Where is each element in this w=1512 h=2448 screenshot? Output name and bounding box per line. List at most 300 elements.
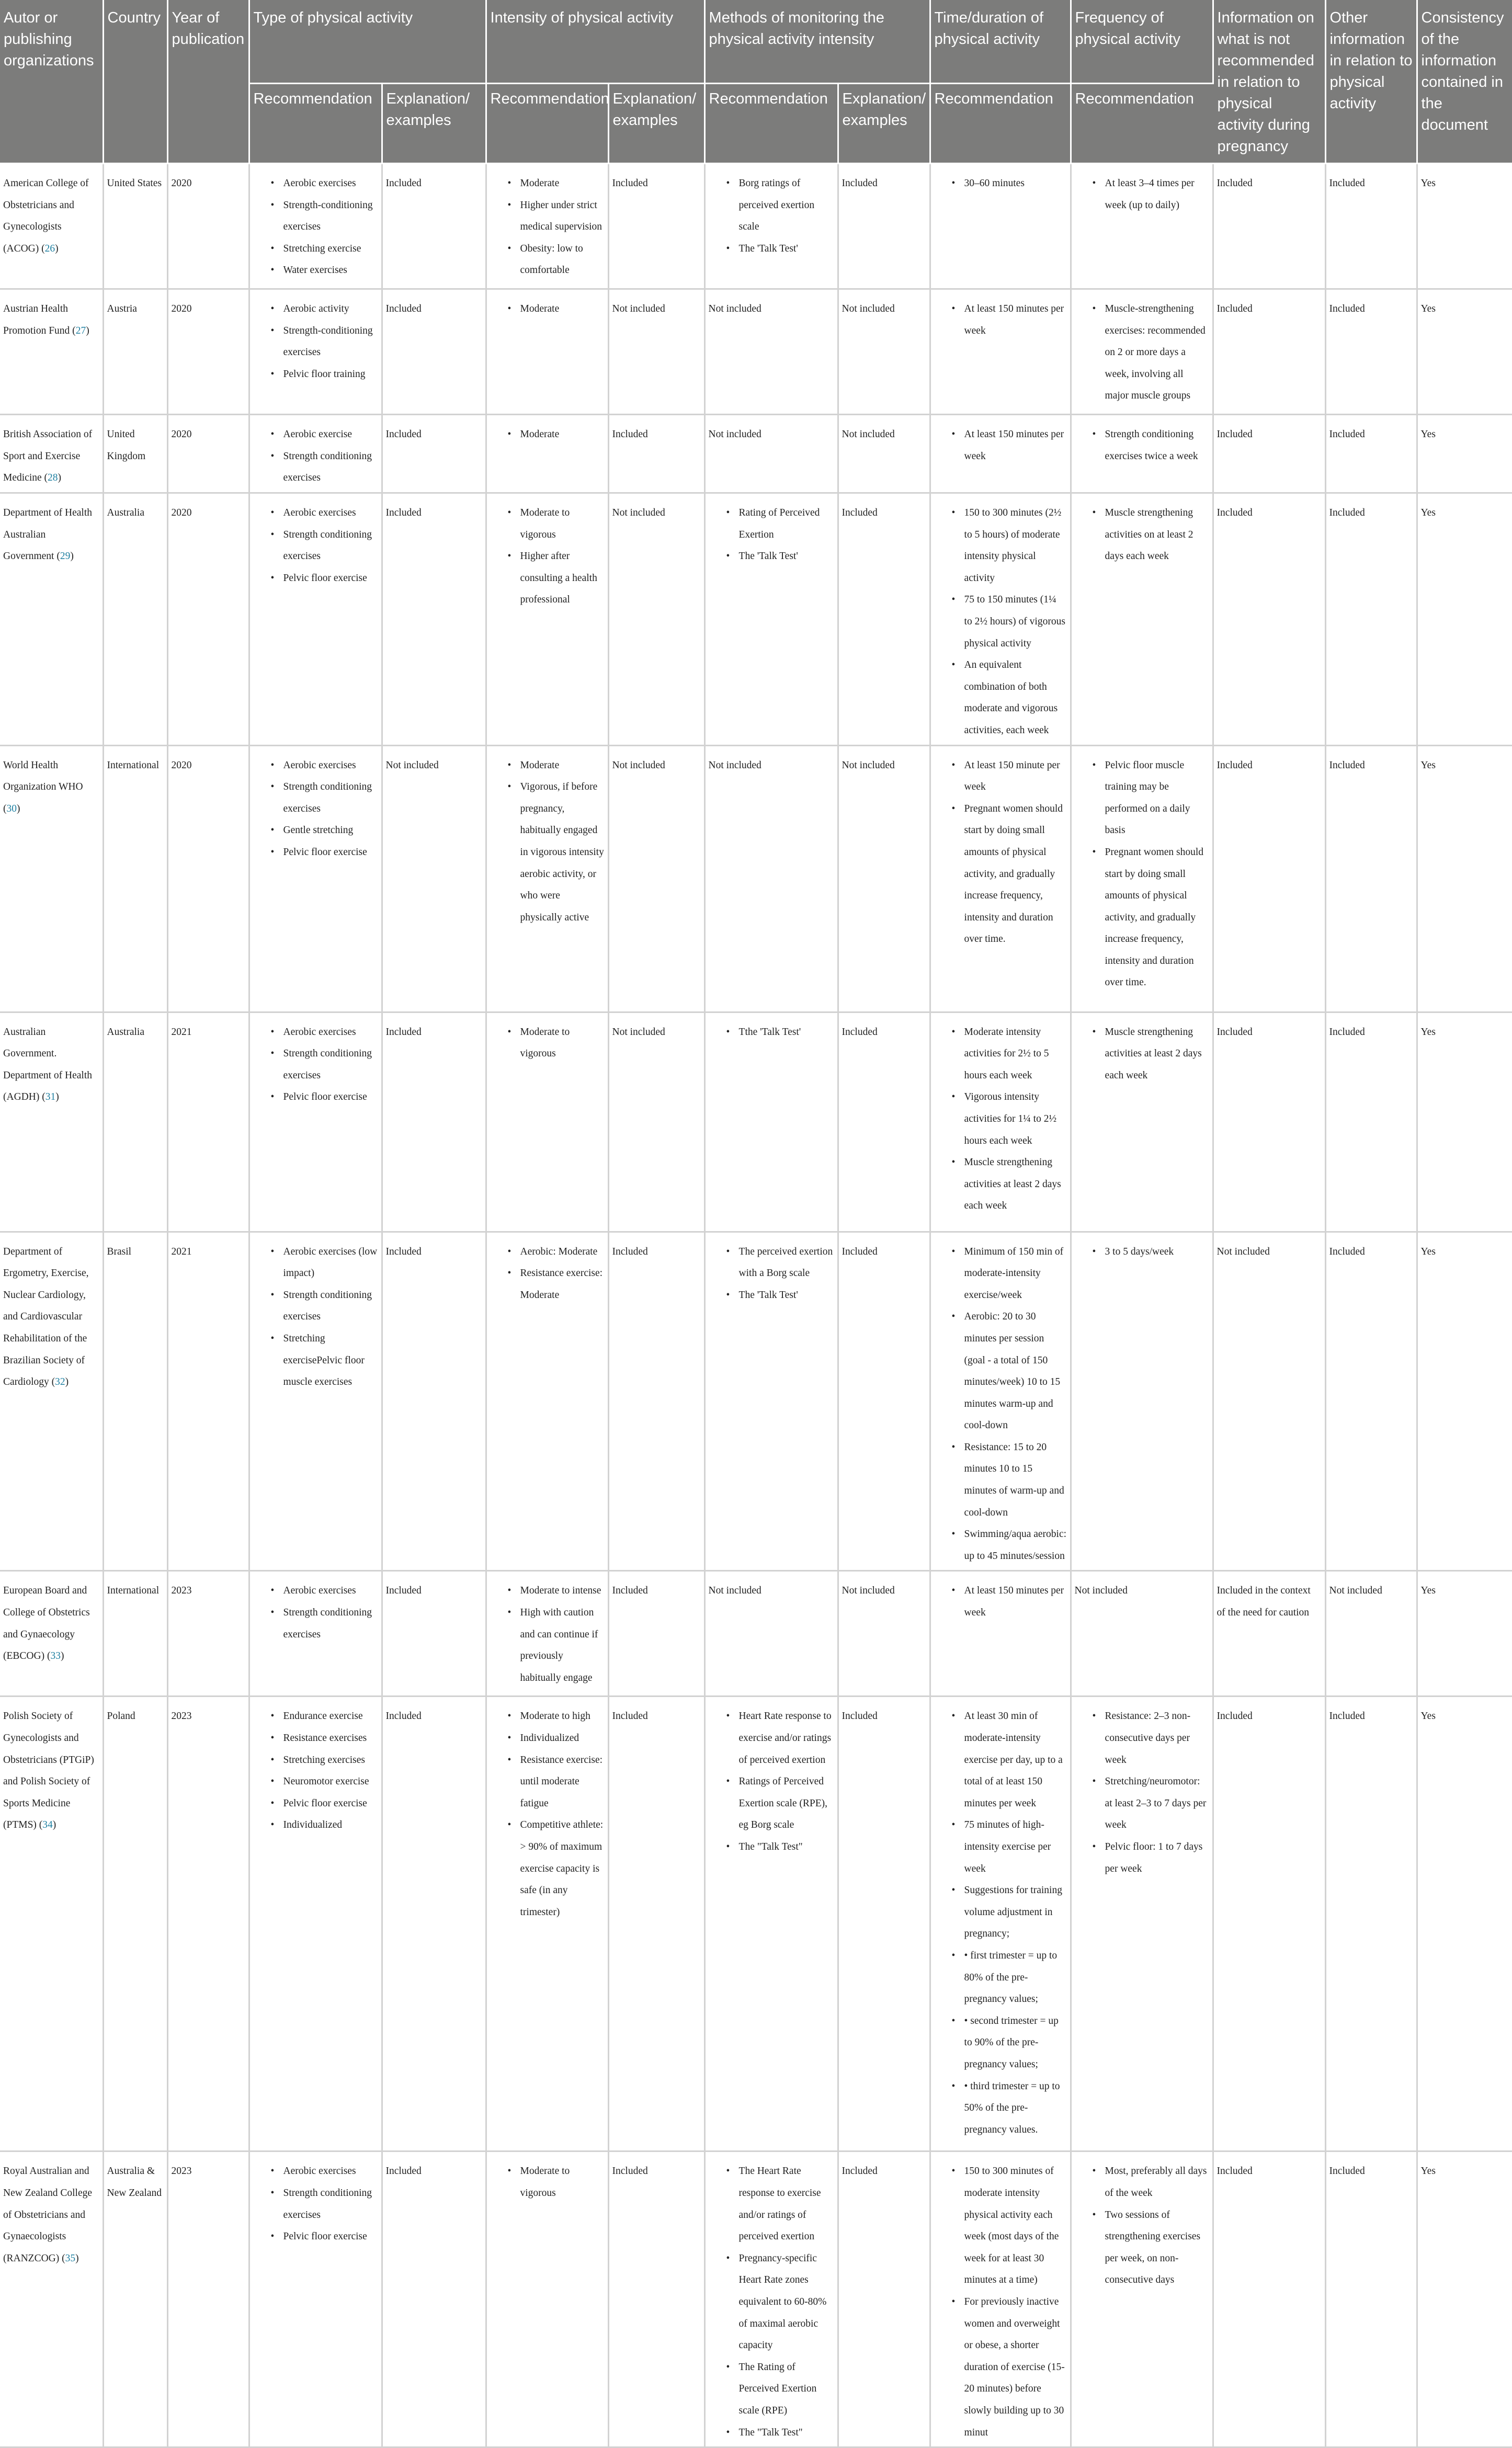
list-item: • The "Talk Test": [726, 2422, 834, 2444]
list-item: • Heart Rate response to exercise and/or ratings of perceived exertion: [726, 1705, 834, 1771]
list-item: • Strength conditioning exercises: [271, 2182, 378, 2226]
reference-link[interactable]: 32: [55, 1376, 65, 1388]
author-name: Australian Government. Department of Health (AGDH) (: [3, 1026, 93, 1103]
list-item: • Moderate: [508, 755, 605, 777]
methods-explanation-cell: Included: [838, 493, 930, 746]
type-cell-list: [253, 1580, 378, 1645]
methods-cell: Not included: [704, 1571, 838, 1696]
country-cell: International: [103, 745, 167, 1012]
intensity-cell-list: [490, 755, 605, 929]
type-explanation-cell: Included: [382, 415, 486, 493]
time-cell-list: [934, 2160, 1067, 2443]
type-cell: [249, 289, 382, 415]
list-item: • Moderate to intense: [508, 1580, 605, 1602]
list-item: • An equivalent combination of both moderate and vigorous activities, each week: [952, 654, 1067, 741]
author-name: American College of Obstetricians and Gynecologists (ACOG) (: [3, 178, 89, 254]
list-item: • Pelvic floor exercise: [271, 1793, 378, 1815]
consistency-cell: Yes: [1417, 493, 1512, 746]
frequency-cell-list: [1075, 1241, 1209, 1263]
year-cell: 2020: [167, 493, 249, 746]
frequency-cell-list: [1075, 298, 1209, 407]
list-item: • The 'Talk Test': [726, 238, 834, 260]
list-item: • Aerobic exercises: [271, 2160, 378, 2182]
year-cell: 2023: [167, 1696, 249, 2151]
header-consistency: Consistency of the information contained in the document: [1417, 0, 1512, 164]
list-item: • Moderate: [508, 298, 605, 320]
methods-cell-list: [709, 1705, 834, 1858]
country-cell: Australia & New Zealand: [103, 2151, 167, 2447]
country-cell: Brasil: [103, 1232, 167, 1571]
methods-cell-list: [709, 1241, 834, 1306]
time-cell: [930, 1571, 1071, 1696]
methods-explanation-cell: Included: [838, 1696, 930, 2151]
year-cell: 2021: [167, 1232, 249, 1571]
list-item: • Vigorous intensity activities for 1¼ to 2½ hours each week: [952, 1086, 1067, 1152]
list-item: • The perceived exertion with a Borg scale: [726, 1241, 834, 1284]
not-recommended-cell: Included: [1213, 289, 1325, 415]
list-item: • 150 to 300 minutes of moderate intensity physical activity each week (most days of the week for at least 30 minutes at a time): [952, 2160, 1067, 2291]
list-item: • Muscle strengthening activities on at least 2 days each week: [1093, 502, 1209, 567]
other-info-cell: Included: [1325, 1012, 1417, 1232]
country-cell: Austria: [103, 289, 167, 415]
type-cell-list: [253, 1021, 378, 1108]
type-cell: [249, 1232, 382, 1571]
time-cell: [930, 1232, 1071, 1571]
list-item: • At least 150 minutes per week: [952, 1580, 1067, 1623]
type-cell: [249, 1571, 382, 1696]
list-item: • • second trimester = up to 90% of the pre-pregnancy values;: [952, 2010, 1067, 2076]
frequency-cell-list: [1075, 502, 1209, 567]
consistency-cell: Yes: [1417, 1696, 1512, 2151]
other-info-cell: Included: [1325, 289, 1417, 415]
reference-link[interactable]: 30: [6, 803, 17, 814]
type-cell-list: [253, 755, 378, 863]
list-item: • Stretching exercises: [271, 1749, 378, 1771]
type-cell: [249, 2151, 382, 2447]
type-cell-list: [253, 1241, 378, 1393]
time-cell-list: [934, 1580, 1067, 1623]
list-item: • Higher under strict medical supervision: [508, 195, 605, 238]
author-cell: Austrian Health Promotion Fund (27): [0, 289, 103, 415]
reference-link[interactable]: 33: [50, 1650, 61, 1662]
intensity-cell: [486, 164, 608, 289]
intensity-cell-list: [490, 298, 605, 320]
list-item: • Aerobic exercises: [271, 1021, 378, 1043]
table-row: [0, 2151, 1512, 2447]
header-country: Country: [103, 0, 167, 164]
frequency-cell: [1071, 2151, 1213, 2447]
reference-link[interactable]: 29: [60, 551, 71, 562]
list-item: • Aerobic: Moderate: [508, 1241, 605, 1263]
country-cell: Australia: [103, 1012, 167, 1232]
frequency-cell-list: [1075, 1021, 1209, 1087]
time-cell: [930, 2151, 1071, 2447]
list-item: • Aerobic exercises: [271, 1580, 378, 1602]
header-other: Other information in relation to physical activity: [1325, 0, 1417, 164]
intensity-cell: [486, 1232, 608, 1571]
other-info-cell: Included: [1325, 1232, 1417, 1571]
list-item: • Pelvic floor: 1 to 7 days per week: [1093, 1836, 1209, 1880]
consistency-cell: Yes: [1417, 1012, 1512, 1232]
table-header: [0, 0, 1512, 164]
type-explanation-cell: Included: [382, 493, 486, 746]
frequency-cell-list: [1075, 424, 1209, 467]
list-item: • Pelvic floor muscle training may be performed on a daily basis: [1093, 755, 1209, 841]
frequency-cell: [1071, 745, 1213, 1012]
type-explanation-cell: Included: [382, 1232, 486, 1571]
intensity-cell-list: [490, 1021, 605, 1065]
list-item: • At least 30 min of moderate-intensity exercise per day, up to a total of at least 150 minutes per week: [952, 1705, 1067, 1814]
year-cell: 2023: [167, 2151, 249, 2447]
country-cell: United Kingdom: [103, 415, 167, 493]
list-item: • Aerobic exercise: [271, 424, 378, 446]
intensity-cell-list: [490, 1241, 605, 1306]
author-cell: Department of Health Australian Government (29): [0, 493, 103, 746]
intensity-explanation-cell: Included: [608, 1571, 704, 1696]
methods-explanation-cell: Not included: [838, 415, 930, 493]
list-item: • Rating of Perceived Exertion: [726, 502, 834, 545]
country-cell: Poland: [103, 1696, 167, 2151]
list-item: • Aerobic exercises (low impact): [271, 1241, 378, 1284]
time-cell-list: [934, 1705, 1067, 2140]
time-cell: [930, 415, 1071, 493]
header-methods: Methods of monitoring the physical activity intensity: [704, 0, 930, 84]
frequency-cell-list: [1075, 755, 1209, 994]
type-cell-list: [253, 502, 378, 589]
list-item: • Moderate: [508, 173, 605, 195]
methods-cell-list: [709, 502, 834, 567]
intensity-cell-list: [490, 424, 605, 446]
year-cell: 2021: [167, 1012, 249, 1232]
type-cell: [249, 164, 382, 289]
table-row: [0, 415, 1512, 493]
type-explanation-cell: Included: [382, 289, 486, 415]
intensity-explanation-cell: Not included: [608, 289, 704, 415]
not-recommended-cell: Included: [1213, 493, 1325, 746]
list-item: • Pregnant women should start by doing small amounts of physical activity, and gradually increase frequency, intensity and duration over time.: [1093, 841, 1209, 994]
list-item: • Moderate to vigorous: [508, 502, 605, 545]
type-cell: [249, 1012, 382, 1232]
frequency-cell: [1071, 415, 1213, 493]
country-cell: United States: [103, 164, 167, 289]
methods-cell: [704, 493, 838, 746]
year-cell: 2020: [167, 415, 249, 493]
frequency-cell-list: [1075, 173, 1209, 216]
intensity-explanation-cell: Included: [608, 415, 704, 493]
subheader-recommendation: Recommendation: [930, 84, 1071, 164]
intensity-cell-list: [490, 502, 605, 611]
list-item: • Pelvic floor exercise: [271, 1086, 378, 1108]
list-item: • Ratings of Perceived Exertion scale (RPE), eg Borg scale: [726, 1771, 834, 1836]
country-cell: Australia: [103, 493, 167, 746]
frequency-cell: [1071, 164, 1213, 289]
list-item: • Strength conditioning exercises: [271, 1284, 378, 1328]
table-row: [0, 164, 1512, 289]
time-cell: [930, 1012, 1071, 1232]
reference-link[interactable]: 34: [42, 1819, 53, 1831]
type-cell: [249, 493, 382, 746]
list-item: • Suggestions for training volume adjustment in pregnancy;: [952, 1880, 1067, 1945]
other-info-cell: Included: [1325, 745, 1417, 1012]
methods-explanation-cell: Not included: [838, 745, 930, 1012]
author-name: Department of Ergometry, Exercise, Nuclear Cardiology, and Cardiovascular Rehabilitation of the Brazilian Society of Cardiology (: [3, 1246, 89, 1388]
table-row: [0, 1232, 1512, 1571]
list-item: • Moderate to high: [508, 1705, 605, 1727]
header-intensity: Intensity of physical activity: [486, 0, 704, 84]
methods-cell: Not included: [704, 289, 838, 415]
other-info-cell: Included: [1325, 415, 1417, 493]
year-cell: 2020: [167, 289, 249, 415]
subheader-explanation: Explanation/ examples: [838, 84, 930, 164]
list-item: • Competitive athlete: > 90% of maximum exercise capacity is safe (in any trimester): [508, 1814, 605, 1923]
list-item: • Resistance: 15 to 20 minutes 10 to 15 minutes of warm-up and cool-down: [952, 1437, 1067, 1523]
methods-cell-list: [709, 1021, 834, 1043]
author-name: Department of Health Australian Government (: [3, 507, 93, 562]
frequency-cell: [1071, 493, 1213, 746]
time-cell-list: [934, 502, 1067, 742]
type-cell-list: [253, 2160, 378, 2247]
list-item: • Stretching/neuromotor: at least 2–3 to 7 days per week: [1093, 1771, 1209, 1836]
header-frequency: Frequency of physical activity: [1071, 0, 1213, 84]
time-cell-list: [934, 1241, 1067, 1567]
consistency-cell: Yes: [1417, 164, 1512, 289]
frequency-cell: Not included: [1071, 1571, 1213, 1696]
list-item: • Swimming/aqua aerobic: up to 45 minutes/session: [952, 1523, 1067, 1567]
list-item: • • first trimester = up to 80% of the pre-pregnancy values;: [952, 1945, 1067, 2010]
time-cell-list: [934, 173, 1067, 195]
subheader-recommendation: Recommendation: [486, 84, 608, 164]
type-explanation-cell: Included: [382, 2151, 486, 2447]
list-item: • Aerobic exercises: [271, 173, 378, 195]
not-recommended-cell: Included in the context of the need for caution: [1213, 1571, 1325, 1696]
methods-cell: [704, 164, 838, 289]
other-info-cell: Included: [1325, 164, 1417, 289]
list-item: • The "Talk Test": [726, 1836, 834, 1858]
intensity-cell: [486, 1012, 608, 1232]
methods-cell: [704, 1232, 838, 1571]
methods-explanation-cell: Included: [838, 2151, 930, 2447]
consistency-cell: Yes: [1417, 745, 1512, 1012]
list-item: • 75 to 150 minutes (1¼ to 2½ hours) of vigorous physical activity: [952, 589, 1067, 654]
intensity-cell: [486, 2151, 608, 2447]
list-item: • The Rating of Perceived Exertion scale (RPE): [726, 2356, 834, 2422]
list-item: • Aerobic exercises: [271, 502, 378, 524]
not-recommended-cell: Included: [1213, 164, 1325, 289]
author-cell: Australian Government. Department of Health (AGDH) (31): [0, 1012, 103, 1232]
list-item: • Resistance exercise: Moderate: [508, 1262, 605, 1306]
author-cell: European Board and College of Obstetrics and Gynaecology (EBCOG) (33): [0, 1571, 103, 1696]
list-item: • Strength conditioning exercises twice a week: [1093, 424, 1209, 467]
list-item: • Obesity: low to comfortable: [508, 238, 605, 281]
header-not-recommended: Information on what is not recommended in relation to physical activity during pregnancy: [1213, 0, 1325, 164]
list-item: • Stretching exercisePelvic floor muscle exercises: [271, 1328, 378, 1393]
time-cell: [930, 1696, 1071, 2151]
list-item: • Strength conditioning exercises: [271, 776, 378, 819]
not-recommended-cell: Included: [1213, 1696, 1325, 2151]
frequency-cell: [1071, 1696, 1213, 2151]
country-cell: International: [103, 1571, 167, 1696]
list-item: • Pelvic floor exercise: [271, 567, 378, 589]
list-item: • Resistance: 2–3 non-consecutive days per week: [1093, 1705, 1209, 1771]
list-item: • 75 minutes of high-intensity exercise per week: [952, 1814, 1067, 1880]
reference-link[interactable]: 28: [48, 472, 58, 484]
methods-cell: Not included: [704, 745, 838, 1012]
author-cell: Polish Society of Gynecologists and Obstetricians (PTGiP) and Polish Society of Sports Medicine (PTMS) (34): [0, 1696, 103, 2151]
table-row: [0, 1696, 1512, 2151]
list-item: • Gentle stretching: [271, 819, 378, 841]
intensity-explanation-cell: Not included: [608, 1012, 704, 1232]
list-item: • Vigorous, if before pregnancy, habitually engaged in vigorous intensity aerobic activity, or who were physically active: [508, 776, 605, 928]
time-cell-list: [934, 755, 1067, 950]
list-item: • Aerobic activity: [271, 298, 378, 320]
list-item: • Pelvic floor training: [271, 363, 378, 385]
subheader-recommendation: Recommendation: [704, 84, 838, 164]
list-item: • Most, preferably all days of the week: [1093, 2160, 1209, 2204]
author-cell: Department of Ergometry, Exercise, Nuclear Cardiology, and Cardiovascular Rehabilitation of the Brazilian Society of Cardiology (32): [0, 1232, 103, 1571]
other-info-cell: Not included: [1325, 1571, 1417, 1696]
list-item: • Strength conditioning exercises: [271, 524, 378, 567]
type-cell-list: [253, 1705, 378, 1836]
author-cell: British Association of Sport and Exercise Medicine (28): [0, 415, 103, 493]
intensity-explanation-cell: Included: [608, 164, 704, 289]
intensity-explanation-cell: Included: [608, 1696, 704, 2151]
time-cell: [930, 164, 1071, 289]
list-item: • Pregnant women should start by doing small amounts of physical activity, and gradually increase frequency, intensity and duration over time.: [952, 798, 1067, 950]
author-name: Polish Society of Gynecologists and Obstetricians (PTGiP) and Polish Society of Sports Medicine (PTMS) (: [3, 1711, 94, 1831]
list-item: • Pregnancy-specific Heart Rate zones equivalent to 60-80% of maximal aerobic capacity: [726, 2248, 834, 2356]
methods-cell: [704, 1012, 838, 1232]
methods-explanation-cell: Not included: [838, 1571, 930, 1696]
list-item: • Muscle strengthening activities at least 2 days each week: [1093, 1021, 1209, 1087]
type-cell-list: [253, 173, 378, 281]
list-item: • The 'Talk Test': [726, 545, 834, 567]
type-explanation-cell: Not included: [382, 745, 486, 1012]
intensity-cell: [486, 1571, 608, 1696]
header-author: Autor or publishing organizations: [0, 0, 103, 164]
list-item: • Aerobic exercises: [271, 755, 378, 777]
consistency-cell: Yes: [1417, 415, 1512, 493]
consistency-cell: Yes: [1417, 1571, 1512, 1696]
header-year: Year of publication: [167, 0, 249, 164]
type-explanation-cell: Included: [382, 1571, 486, 1696]
list-item: • Muscle strengthening activities at least 2 days each week: [952, 1152, 1067, 1217]
reference-link[interactable]: 35: [65, 2252, 76, 2264]
type-explanation-cell: Included: [382, 164, 486, 289]
list-item: • Borg ratings of perceived exertion scale: [726, 173, 834, 238]
type-cell: [249, 745, 382, 1012]
list-item: • Neuromotor exercise: [271, 1771, 378, 1793]
list-item: • At least 150 minutes per week: [952, 298, 1067, 341]
subheader-recommendation: Recommendation: [249, 84, 382, 164]
list-item: • Endurance exercise: [271, 1705, 378, 1727]
reference-link[interactable]: 27: [75, 325, 86, 336]
list-item: • 30–60 minutes: [952, 173, 1067, 195]
intensity-cell-list: [490, 173, 605, 281]
intensity-cell-list: [490, 2160, 605, 2204]
list-item: • Resistance exercise: until moderate fatigue: [508, 1749, 605, 1815]
list-item: • Strength-conditioning exercises: [271, 320, 378, 363]
list-item: • Moderate: [508, 424, 605, 446]
list-item: • Muscle-strengthening exercises: recommended on 2 or more days a week, involving all major muscle groups: [1093, 298, 1209, 407]
other-info-cell: Included: [1325, 2151, 1417, 2447]
type-cell: [249, 1696, 382, 2151]
year-cell: 2023: [167, 1571, 249, 1696]
year-cell: 2020: [167, 164, 249, 289]
list-item: • At least 150 minutes per week: [952, 424, 1067, 467]
list-item: • Stretching exercise: [271, 238, 378, 260]
reference-link[interactable]: 31: [45, 1091, 56, 1103]
type-cell: [249, 415, 382, 493]
intensity-cell-list: [490, 1705, 605, 1923]
intensity-explanation-cell: Included: [608, 2151, 704, 2447]
list-item: • Moderate to vigorous: [508, 1021, 605, 1065]
reference-link[interactable]: 26: [44, 243, 55, 254]
year-cell: 2020: [167, 745, 249, 1012]
list-item: • For previously inactive women and overweight or obese, a shorter duration of exercise (15-20 minutes) before slowly building up to 30 minut: [952, 2291, 1067, 2443]
time-cell: [930, 493, 1071, 746]
frequency-cell-list: [1075, 2160, 1209, 2291]
other-info-cell: Included: [1325, 493, 1417, 746]
not-recommended-cell: Included: [1213, 745, 1325, 1012]
frequency-cell: [1071, 1012, 1213, 1232]
time-cell-list: [934, 298, 1067, 341]
table-row: [0, 493, 1512, 746]
table-row: [0, 1012, 1512, 1232]
author-name: European Board and College of Obstetrics and Gynaecology (EBCOG) (: [3, 1585, 90, 1662]
list-item: • Moderate to vigorous: [508, 2160, 605, 2204]
methods-cell: Not included: [704, 415, 838, 493]
header-type: Type of physical activity: [249, 0, 486, 84]
author-name: British Association of Sport and Exercise Medicine (: [3, 429, 93, 484]
list-item: • At least 3–4 times per week (up to daily): [1093, 173, 1209, 216]
consistency-cell: Yes: [1417, 1232, 1512, 1571]
not-recommended-cell: Included: [1213, 1012, 1325, 1232]
list-item: • Individualized: [271, 1814, 378, 1836]
author-cell: American College of Obstetricians and Gynecologists (ACOG) (26): [0, 164, 103, 289]
methods-explanation-cell: Included: [838, 1012, 930, 1232]
consistency-cell: Yes: [1417, 2151, 1512, 2447]
intensity-cell: [486, 415, 608, 493]
list-item: • Higher after consulting a health professional: [508, 545, 605, 611]
intensity-cell: [486, 289, 608, 415]
table-row: [0, 289, 1512, 415]
table-body: [0, 164, 1512, 2447]
author-cell: World Health Organization WHO (30): [0, 745, 103, 1012]
type-explanation-cell: Included: [382, 1012, 486, 1232]
intensity-cell: [486, 493, 608, 746]
not-recommended-cell: Included: [1213, 2151, 1325, 2447]
list-item: • Pelvic floor exercise: [271, 2226, 378, 2248]
list-item: • Tthe 'Talk Test': [726, 1021, 834, 1043]
list-item: • Strength conditioning exercises: [271, 1602, 378, 1645]
list-item: • • third trimester = up to 50% of the pre-pregnancy values.: [952, 2076, 1067, 2141]
header-time: Time/duration of physical activity: [930, 0, 1071, 84]
list-item: • Two sessions of strengthening exercises per week, on non-consecutive days: [1093, 2204, 1209, 2291]
list-item: • 3 to 5 days/week: [1093, 1241, 1209, 1263]
table-row: [0, 745, 1512, 1012]
list-item: • 150 to 300 minutes (2½ to 5 hours) of moderate intensity physical activity: [952, 502, 1067, 589]
list-item: • Strength conditioning exercises: [271, 1043, 378, 1086]
intensity-cell: [486, 745, 608, 1012]
not-recommended-cell: Included: [1213, 415, 1325, 493]
frequency-cell-list: [1075, 1705, 1209, 1880]
time-cell: [930, 745, 1071, 1012]
frequency-cell: [1071, 1232, 1213, 1571]
list-item: • Water exercises: [271, 259, 378, 281]
list-item: • The 'Talk Test': [726, 1284, 834, 1306]
methods-cell-list: [709, 2160, 834, 2443]
intensity-explanation-cell: Included: [608, 1232, 704, 1571]
